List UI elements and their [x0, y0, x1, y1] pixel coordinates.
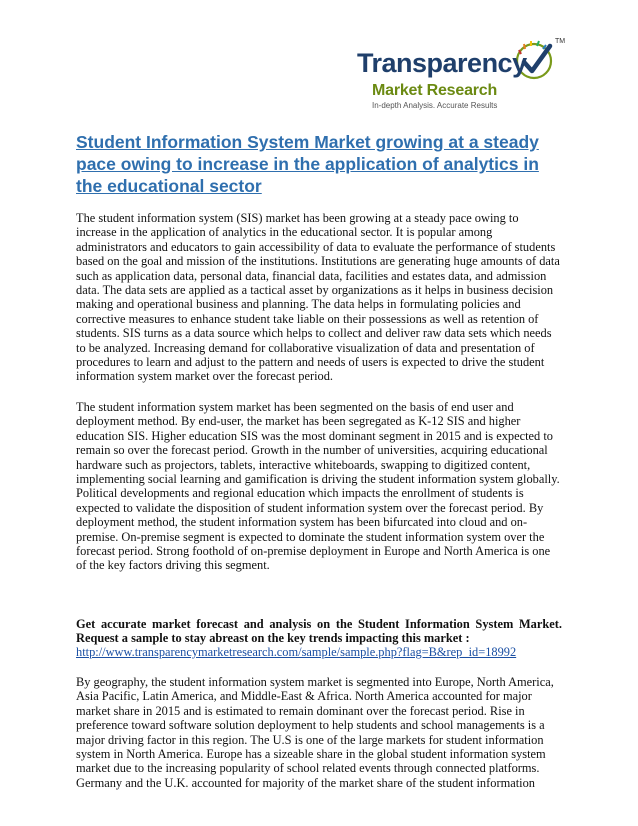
logo-trademark: TM	[555, 38, 566, 45]
logo-subtitle: Market Research	[372, 82, 498, 99]
article-title[interactable]: Student Information System Market growing at a steady pace owing to increase in the application of analytics in the educational sector	[76, 132, 539, 196]
company-logo	[357, 38, 572, 108]
logo-name: Transparency	[357, 48, 527, 78]
logo-tagline: In-depth Analysis. Accurate Results	[372, 101, 498, 110]
body-paragraph-1: The student information system (SIS) market has been growing at a steady pace owing to increase in the application of analytics in the educational sector. It is popular among administrators and educators to gain accessibility of data to evaluate the performance of students based on the goal and mission of the institutions. Institutions are generating huge amounts of data such as application data, personal data, financial data, facilities and estates data, and admission data. The data sets are applied as a tactical asset by organizations as it helps in business decision making and operational business and planning. The data helps in formulating policies and corrective measures to enhance student take liable on their possessions as well as retention of students. SIS turns as a data source which helps to collect and deliver raw data sets which needs to be analyzed. Increasing demand for collaborative visualization of data and presentation of procedures to learn and adjust to the pattern and needs of users is expected to drive the student information system market over the forecast period.	[76, 211, 560, 384]
sample-request-text: Get accurate market forecast and analysis on the Student Information System Market. Request a sample to stay abreast on the key trends impacting this market :	[76, 617, 562, 646]
sample-request-link[interactable]: http://www.transparencymarketresearch.com/sample/sample.php?flag=B&rep_id=18992	[76, 645, 517, 659]
body-paragraph-3: By geography, the student information system market is segmented into Europe, North America, Asia Pacific, Latin America, and Middle-East & Africa. North America accounted for major market share in 2015 and is estimated to remain dominant over the forecast period. Rise in preference toward software solution deployment to help students and school managements is a major driving factor in this region. The U.S is one of the large markets for student information system in North America. Europe has a sizeable share in the global student information system market due to the increasing popularity of school related events through connected platforms. Germany and the U.K. accounted for majority of the market share of the student information	[76, 675, 554, 790]
body-paragraph-2: The student information system market has been segmented on the basis of end user and deployment method. By end-user, the market has been segregated as K-12 SIS and higher education SIS. Higher education SIS was the most dominant segment in 2015 and is expected to remain so over the forecast period. Growth in the number of universities, acquiring educational hardware such as projectors, tablets, interactive whiteboards, swapping to digitized content, implementing social learning and gamification is driving the student information system globally. Political developments and regional education which impacts the enrollment of students is expected to validate the disposition of student information system over the forecast period. By deployment method, the student information system has been bifurcated into cloud and on-premise. On-premise segment is expected to dominate the student information system over the forecast period. Strong foothold of on-premise deployment in Europe and North America is one of the key factors driving this segment.	[76, 400, 560, 573]
